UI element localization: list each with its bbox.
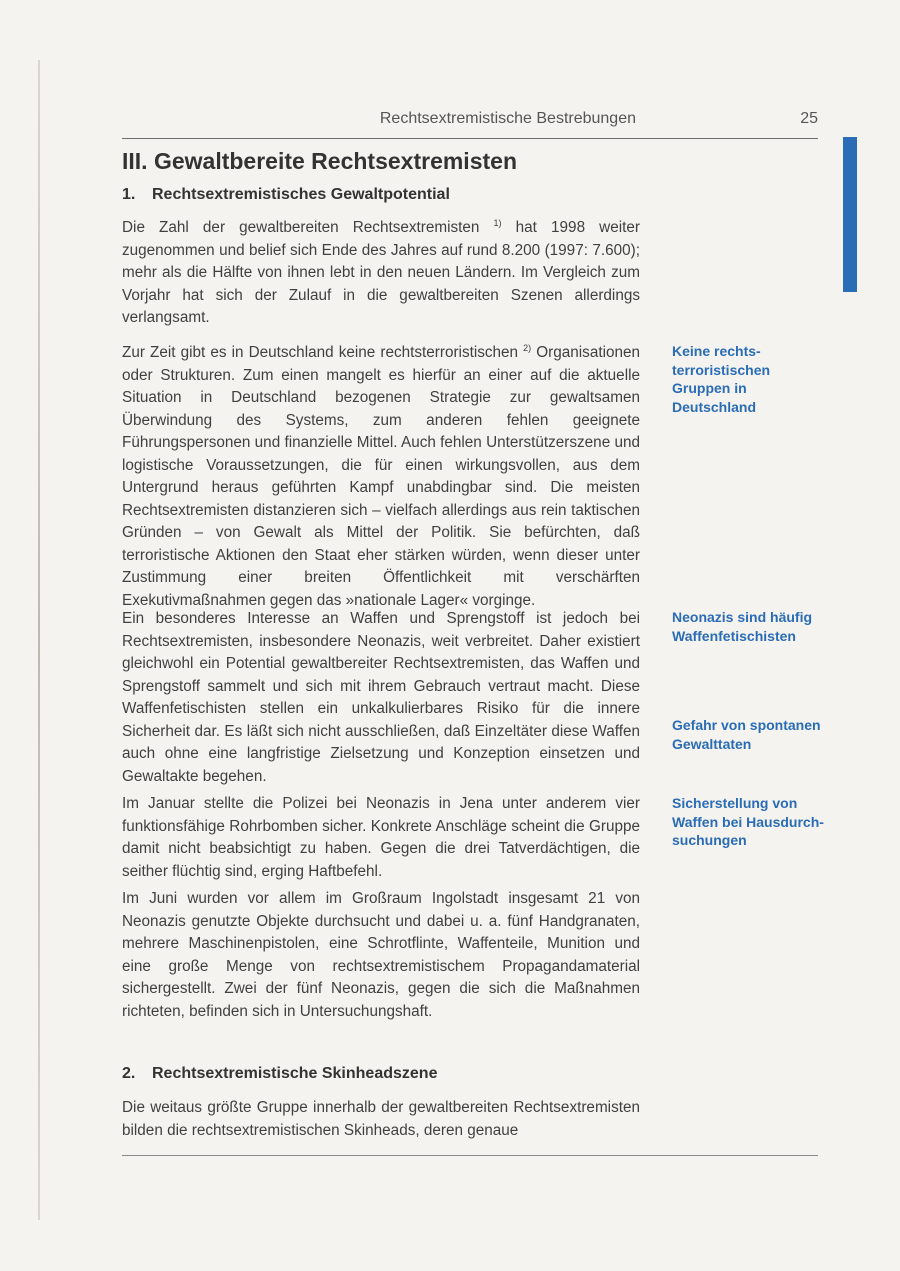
- page-edge: [38, 60, 40, 1220]
- paragraph-1: Die Zahl der gewaltbereiten Rechtsextremisten $^{1)}$ hat 1998 weiter zugenommen und belief sich Ende des Jahres auf rund 8.200 (1997: 7.600); mehr als die Hälfte von ihnen lebt in den neuen Ländern. Im Vergleich zum Vorjahr hat sich der Zulauf in die gewaltbereiten Szenen allerdings verlangsamt.: [122, 217, 640, 326]
- paragraph-3: Ein besonderes Interesse an Waffen und Sprengstoff ist jedoch bei Rechtsextremisten, insbesondere Neonazis, weit verbreitet. Daher existiert gleichwohl ein Potential gewaltbereiter Rechtsextremisten, das Waffen und Sprengstoff sammelt und sich mit ihrem Gebrauch vertraut macht. Diese Waffenfetischisten stellen ein unkalkulierbares Risiko für die innere Sicherheit dar. Es läßt sich nicht ausschließen, daß Einzeltäter diese Waffen auch ohne eine langfristige Zielsetzung und Konzeption einsetzen und Gewaltakte begehen.: [122, 610, 640, 785]
- margin-note-2: Neonazis sind häufig Waffenfetischisten: [672, 609, 813, 644]
- section-title-1: [122, 186, 450, 204]
- section-number-1: 1.: [122, 186, 136, 203]
- paragraph-6: Die weitaus größte Gruppe innerhalb der gewaltbereiten Rechtsextremisten bilden die rechtsextremistischen Skinheads, deren genaue: [122, 1099, 640, 1139]
- running-header: [122, 110, 818, 139]
- chapter-title: III. Gewaltbereite Rechtsextremisten: [122, 148, 517, 174]
- section-title-text-2: Rechtsextremistische Skinheadszene: [152, 1065, 438, 1082]
- paragraph-4: Im Januar stellte die Polizei bei Neonazis in Jena unter anderem vier funktionsfähige Rohrbomben sicher. Konkrete Anschläge scheint die Gruppe damit nicht beabsichtigt zu haben. Gegen die drei Tatverdächtigen, die seither flüchtig sind, erging Haftbefehl.: [122, 795, 640, 880]
- section-title-2: [122, 1065, 437, 1083]
- footnote-ref-1: 1): [493, 217, 502, 228]
- footnote-ref-2: 2): [523, 342, 532, 353]
- section-title-text-1: Rechtsextremistisches Gewaltpotential: [152, 186, 450, 203]
- footer-rule: [122, 1155, 818, 1156]
- section-number-2: 2.: [122, 1065, 136, 1082]
- margin-note-3: Gefahr von spontanen Gewalttaten: [672, 717, 821, 752]
- paragraph-5: Im Juni wurden vor allem im Großraum Ingolstadt insgesamt 21 von Neonazis genutzte Objekte durchsucht und dabei u. a. fünf Handgranaten, mehrere Maschinenpistolen, eine Schrotflinte, Waffenteile, Munition und eine große Menge von rechtsextremistischem Propagandamaterial sichergestellt. Zwei der fünf Neonazis, gegen die sich die Maßnahmen richteten, befinden sich in Untersuchungshaft.: [122, 890, 640, 1020]
- margin-note-1: Keine rechts-terroristischen Gruppen in Deutschland: [672, 343, 771, 415]
- header-title: Rechtsextremistische Bestrebungen: [379, 110, 636, 127]
- chapter-side-tab: [843, 137, 857, 292]
- page-number: 25: [800, 110, 818, 127]
- margin-note-4: Sicherstellung von Waffen bei Hausdurch-suchungen: [672, 795, 824, 848]
- paragraph-2: Zur Zeit gibt es in Deutschland keine rechtsterroristischen $^{2)}$ Organisationen oder Strukturen. Zum einen mangelt es hierfür an einer auf die aktuelle Situation in Deutschland bezogenen Strategie zur gewaltsamen Überwindung des Systems, zum anderen fehlen geeignete Führungspersonen und finanzielle Mittel. Auch fehlen Unterstützerszene und logistische Voraussetzungen, die für einen wirkungsvollen, aus dem Untergrund heraus geführten Kampf unabdingbar sind. Die meisten Rechtsextremisten distanzieren sich – vielfach allerdings aus rein taktischen Gründen – von Gewalt als Mittel der Politik. Sie befürchten, daß terroristische Aktionen den Staat eher stärken würden, wenn dieser unter Zustimmung einer breiten Öffentlichkeit mit verschärften Exekutivmaßnahmen gegen das »nationale Lager« vorginge.: [122, 342, 641, 609]
